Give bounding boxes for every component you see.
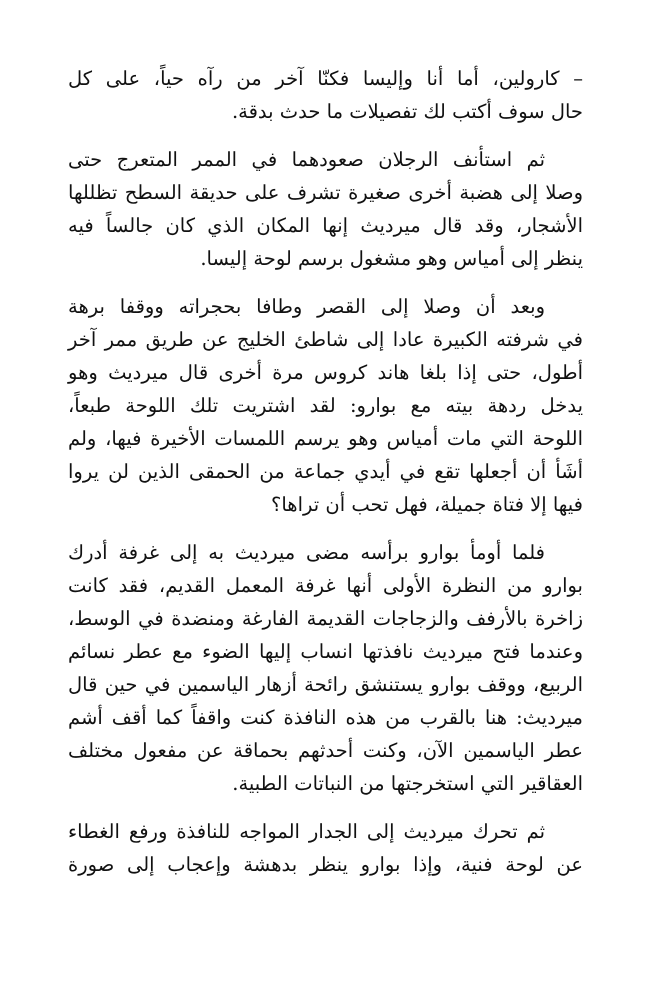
text-line: حال سوف أكتب لك تفصيلات ما حدث بدقة. <box>231 100 583 123</box>
text-line: الأشجار، وقد قال ميرديث إنها المكان الذي كان جالساً فيه <box>68 214 583 237</box>
text-line: عن لوحة فنية، وإذا بوارو ينظر بدهشة وإعجاب إلى صورة <box>68 853 583 876</box>
text-line: ميرديث: هنا بالقرب من هذه النافذة كنت واقفاً كما أقف أشم <box>68 706 583 729</box>
text-line: العقاقير التي استخرجتها من النباتات الطبية. <box>232 772 583 795</box>
text-line: عطر الياسمين الآن، وكنت أحدثهم بحماقة عن مفعول مختلف <box>68 739 583 762</box>
text-line: اللوحة التي مات أمياس وهو يرسم اللمسات الأخيرة فيها، ولم <box>68 427 583 450</box>
text-line: ثم تحرك ميرديث إلى الجدار المواجه للنافذة ورفع الغطاء <box>68 820 545 843</box>
paragraph-5 <box>68 815 583 881</box>
text-line: يدخل ردهة بيته مع بوارو: لقد اشتريت تلك اللوحة طبعاً، <box>68 394 583 417</box>
paragraph-4 <box>68 536 583 800</box>
text-line: فلما أومأ بوارو برأسه مضى ميرديث به إلى غرفة أدرك <box>68 541 545 564</box>
text-line: الربيع، ووقف بوارو يستنشق رائحة أزهار الياسمين في حين قال <box>68 673 583 696</box>
text-line: وصلا إلى هضبة أخرى صغيرة تشرف على حديقة السطح تظللها <box>68 181 583 204</box>
text-line: في شرفته الكبيرة عادا إلى شاطئ الخليج عن طريق ممر آخر <box>68 328 583 351</box>
text-line: بوارو من النظرة الأولى أنها غرفة المعمل القديم، فقد كانت <box>68 574 583 597</box>
text-line: – كارولين، أما أنا وإليسا فكنّا آخر من رآه حياً، على كل <box>68 67 583 90</box>
text-line: أشَأ أن أجعلها تقع في أيدي جماعة من الحمقى الذين لن يروا <box>68 460 583 483</box>
text-line: زاخرة بالأرفف والزجاجات القديمة الفارغة ومنضدة في الوسط، <box>68 607 583 630</box>
paragraph-3 <box>68 290 583 521</box>
text-line: فيها إلا فتاة جميلة، فهل تحب أن تراها؟ <box>271 493 583 516</box>
paragraph-2 <box>68 143 583 275</box>
text-line: وعندما فتح ميرديث نافذتها انساب إليها الضوء مع عطر نسائم <box>68 640 583 663</box>
book-page <box>68 62 583 896</box>
text-line: وبعد أن وصلا إلى القصر وطافا بحجراته ووقفا برهة <box>68 295 545 318</box>
paragraph-1 <box>68 62 583 128</box>
text-line: ينظر إلى أمياس وهو مشغول برسم لوحة إليسا. <box>200 247 583 270</box>
text-line: أطول، حتى إذا بلغا هاند كروس مرة أخرى قال ميرديث وهو <box>68 361 583 384</box>
text-line: ثم استأنف الرجلان صعودهما في الممر المتعرج حتى <box>68 148 545 171</box>
